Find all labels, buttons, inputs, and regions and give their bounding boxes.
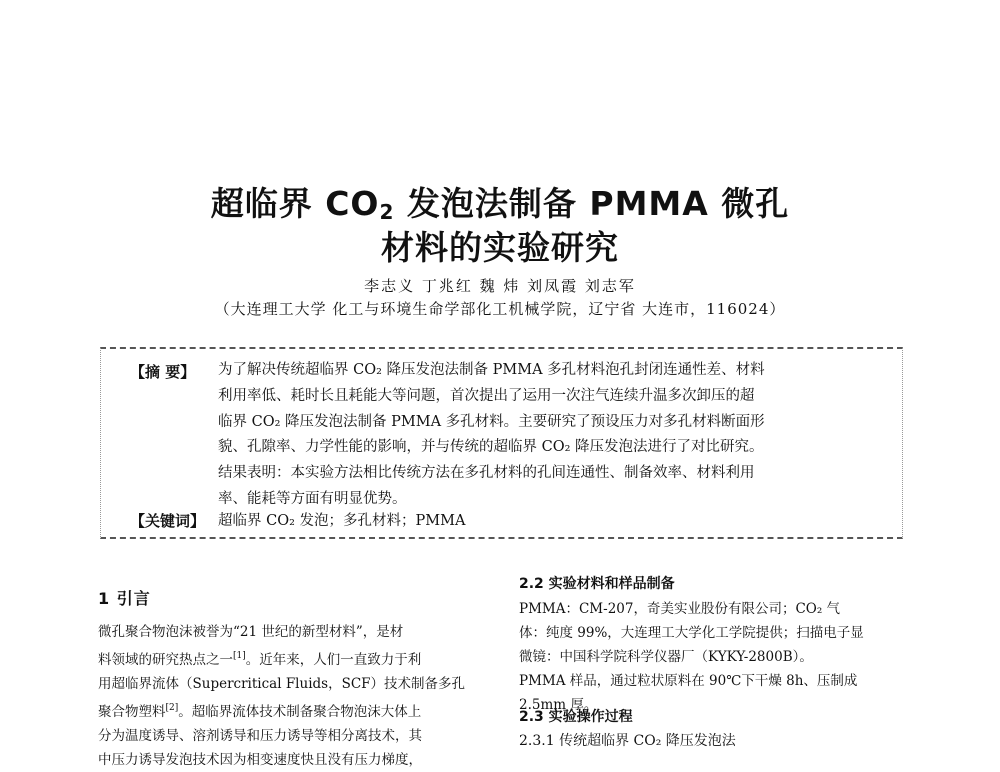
body-line: PMMA：CM-207，奇美实业股份有限公司；CO₂ 气 (519, 601, 841, 617)
abstract-line: 为了解决传统超临界 CO₂ 降压发泡法制备 PMMA 多孔材料泡孔封闭连通性差、材料 (218, 362, 765, 378)
keywords-label: 【关键词】 (130, 512, 206, 530)
affiliation: （大连理工大学 化工与环境生命学部化工机械学院，辽宁省 大连市，116024） (214, 300, 786, 318)
author-list: 李志义 丁兆红 魏 炜 刘凤霞 刘志军 (364, 277, 636, 295)
abstract-line: 结果表明：本实验方法相比传统方法在多孔材料的孔间连通性、制备效率、材料利用 (218, 465, 755, 482)
section-1-body (98, 620, 493, 772)
body-line: 用超临界流体（Supercritical Fluids，SCF）技术制备多孔 (98, 676, 466, 692)
abstract-text (218, 358, 886, 513)
citation-ref[interactable]: [1] (233, 651, 246, 661)
body-line: 2.5mm 厚。 (519, 697, 598, 713)
keywords-text: 超临界 CO₂ 发泡；多孔材料；PMMA (218, 513, 466, 529)
body-line: 微镜：中国科学院科学仪器厂（KYKY-2800B）。 (519, 649, 813, 665)
abstract-line: 临界 CO₂ 降压发泡法制备 PMMA 多孔材料。主要研究了预设压力对多孔材料断面形 (218, 413, 765, 430)
abstract-label: 【摘 要】 (130, 363, 196, 381)
body-line: PMMA 样品，通过粒状原料在 90℃下干燥 8h、压制成 (519, 673, 858, 689)
section-1-heading: 1 引言 (98, 589, 151, 608)
citation-ref[interactable]: [2] (165, 703, 179, 713)
body-line: 料领域的研究热点之一[1]。近年来，人们一直致力于利 (98, 651, 422, 668)
paper-title-line-1: 超临界 $CO_2$ 发泡法制备 PMMA 微孔 (210, 184, 790, 224)
paper-title-line-2: 材料的实验研究 (381, 228, 619, 267)
body-line: 分为温度诱导、溶剂诱导和压力诱导等相分离技术，其 (98, 728, 422, 744)
section-2-3-1-heading: 2.3.1 传统超临界 CO₂ 降压发泡法 (519, 733, 736, 749)
abstract-line: 率、能耗等方面有明显优势。 (218, 490, 407, 507)
section-2-3-heading: 2.3 实验操作过程 (519, 709, 633, 725)
section-2-2-body (519, 597, 914, 717)
abstract-line: 利用率低、耗时长且耗能大等问题，首次提出了运用一次注气连续升温多次卸压的超 (218, 387, 755, 404)
body-line: 中压力诱导发泡技术因为相变速度快且没有压力梯度， (98, 752, 422, 768)
body-line: 体：纯度 99%，大连理工大学化工学院提供；扫描电子显 (519, 625, 864, 641)
body-line: 聚合物塑料[2]。超临界流体技术制备聚合物泡沫大体上 (98, 703, 422, 720)
section-2-2-heading: 2.2 实验材料和样品制备 (519, 576, 675, 592)
body-line: 微孔聚合物泡沫被誉为“21 世纪的新型材料”，是材 (98, 624, 404, 640)
abstract-line: 貌、孔隙率、力学性能的影响，并与传统的超临界 CO₂ 降压发泡法进行了对比研究。 (218, 439, 764, 456)
